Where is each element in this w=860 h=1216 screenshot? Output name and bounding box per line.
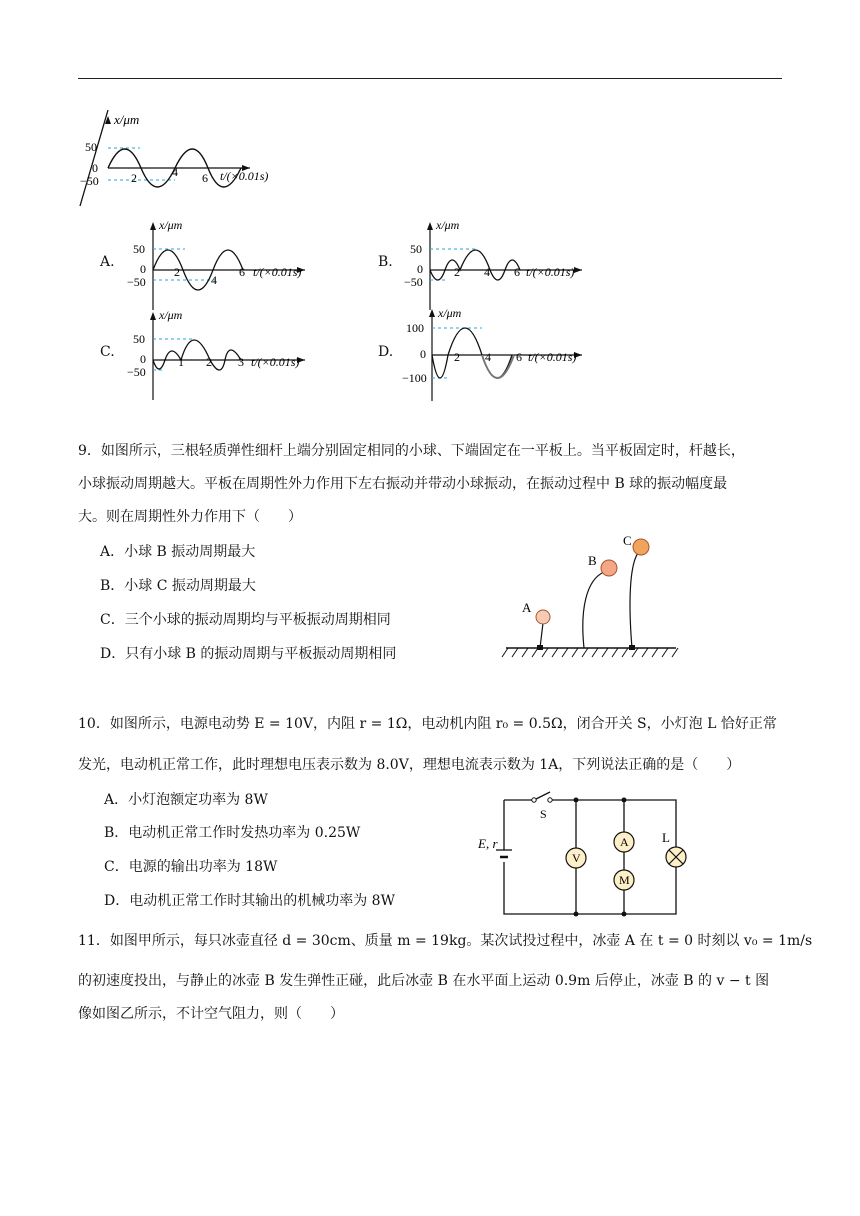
svg-text:x/μm: x/μm <box>159 218 183 232</box>
option-a-label: A. <box>100 254 115 270</box>
svg-text:−50: −50 <box>127 275 146 289</box>
svg-text:6: 6 <box>202 171 208 185</box>
q9-option-c[interactable]: C．三个小球的振动周期均与平板振动周期相同 <box>100 612 391 628</box>
option-b-label: B. <box>378 254 393 270</box>
svg-text:V: V <box>572 851 581 865</box>
svg-text:t/(×0.01s): t/(×0.01s) <box>528 350 577 364</box>
svg-text:4: 4 <box>211 273 217 287</box>
q10-option-a[interactable]: A．小灯泡额定功率为 8W <box>104 792 268 808</box>
q10-line-1: 10．如图所示，电源电动势 E = 10V，内阻 r = 1Ω，电动机内阻 r₀ = 0.5Ω，闭合开关 S，小灯泡 L 恰好正常 <box>78 716 777 732</box>
option-c-graph <box>125 308 315 403</box>
svg-text:t/(×0.01s): t/(×0.01s) <box>526 265 575 279</box>
svg-text:−50: −50 <box>404 275 423 289</box>
svg-text:4: 4 <box>485 350 491 364</box>
svg-text:3: 3 <box>238 355 244 369</box>
svg-text:t/(×0.01s): t/(×0.01s) <box>251 355 300 369</box>
q10-circuit-diagram <box>470 790 690 920</box>
option-a-graph <box>125 218 315 313</box>
svg-text:0: 0 <box>140 262 146 276</box>
main-wave-graph <box>80 110 290 210</box>
svg-text:2: 2 <box>454 265 460 279</box>
svg-text:0: 0 <box>92 161 98 175</box>
svg-text:A: A <box>620 835 629 849</box>
svg-text:−100: −100 <box>402 371 427 385</box>
svg-text:t/(×0.01s): t/(×0.01s) <box>253 265 302 279</box>
y-label: x/μm <box>114 112 140 127</box>
q10-option-c[interactable]: C．电源的输出功率为 18W <box>104 859 278 875</box>
q9-option-b[interactable]: B．小球 C 振动周期最大 <box>100 578 256 594</box>
svg-text:−50: −50 <box>127 365 146 379</box>
svg-text:2: 2 <box>174 265 180 279</box>
svg-text:x/μm: x/μm <box>438 306 462 320</box>
svg-text:1: 1 <box>178 355 184 369</box>
svg-text:6: 6 <box>514 265 520 279</box>
svg-text:t/(×0.01s): t/(×0.01s) <box>220 169 269 183</box>
header-rule <box>78 78 782 79</box>
svg-text:x/μm: x/μm <box>159 308 183 322</box>
svg-text:−50: −50 <box>80 174 99 188</box>
svg-text:L: L <box>662 830 670 845</box>
q9-line-1: 9．如图所示，三根轻质弹性细杆上端分别固定相同的小球、下端固定在一平板上。当平板固定时，杆越长， <box>78 443 745 459</box>
q9-line-3: 大。则在周期性外力作用下（ ） <box>78 509 302 525</box>
svg-text:M: M <box>619 873 630 887</box>
q9-option-a[interactable]: A．小球 B 振动周期最大 <box>100 544 256 560</box>
svg-text:100: 100 <box>406 321 424 335</box>
svg-text:50: 50 <box>133 242 145 256</box>
svg-text:2: 2 <box>454 350 460 364</box>
q11-line-2: 的初速度投出，与静止的冰壶 B 发生弹性正碰，此后冰壶 B 在水平面上运动 0.9m 后停止，冰壶 B 的 v − t 图 <box>78 973 770 989</box>
svg-text:50: 50 <box>410 242 422 256</box>
q9-option-d[interactable]: D．只有小球 B 的振动周期与平板振动周期相同 <box>100 646 397 662</box>
svg-text:0: 0 <box>417 262 423 276</box>
svg-text:2: 2 <box>131 171 137 185</box>
y-axis <box>80 110 108 206</box>
svg-text:E, r: E, r <box>478 836 498 851</box>
option-b-graph <box>402 218 592 313</box>
svg-text:S: S <box>540 807 547 821</box>
svg-text:0: 0 <box>140 352 146 366</box>
q10-line-2: 发光，电动机正常工作，此时理想电压表示数为 8.0V，理想电流表示数为 1A，下列说法正确的是（ ） <box>78 757 741 773</box>
svg-text:4: 4 <box>484 265 490 279</box>
svg-text:50: 50 <box>133 332 145 346</box>
option-c-label: C. <box>100 344 115 360</box>
option-d-label: D. <box>378 344 394 360</box>
q10-option-b[interactable]: B．电动机正常工作时发热功率为 0.25W <box>104 825 361 841</box>
q9-line-2: 小球振动周期越大。平板在周期性外力作用下左右振动并带动小球振动，在振动过程中 B 球的振动幅度最 <box>78 476 728 492</box>
svg-text:6: 6 <box>239 265 245 279</box>
q9-ball-diagram <box>500 530 685 665</box>
q11-line-3: 像如图乙所示，不计空气阻力，则（ ） <box>78 1006 344 1022</box>
svg-text:4: 4 <box>172 165 178 179</box>
q10-option-d[interactable]: D．电动机正常工作时其输出的机械功率为 8W <box>104 893 395 909</box>
svg-text:A: A <box>522 600 532 615</box>
svg-text:C: C <box>623 533 632 548</box>
option-d-graph <box>402 305 592 405</box>
svg-text:x/μm: x/μm <box>436 218 460 232</box>
q11-line-1: 11．如图甲所示，每只冰壶直径 d = 30cm、质量 m = 19kg。某次试投过程中，冰壶 A 在 t = 0 时刻以 v₀ = 1m/s <box>78 933 813 949</box>
svg-text:0: 0 <box>420 347 426 361</box>
svg-text:6: 6 <box>516 350 522 364</box>
svg-text:2: 2 <box>206 355 212 369</box>
svg-text:50: 50 <box>85 140 97 154</box>
svg-text:B: B <box>588 553 597 568</box>
